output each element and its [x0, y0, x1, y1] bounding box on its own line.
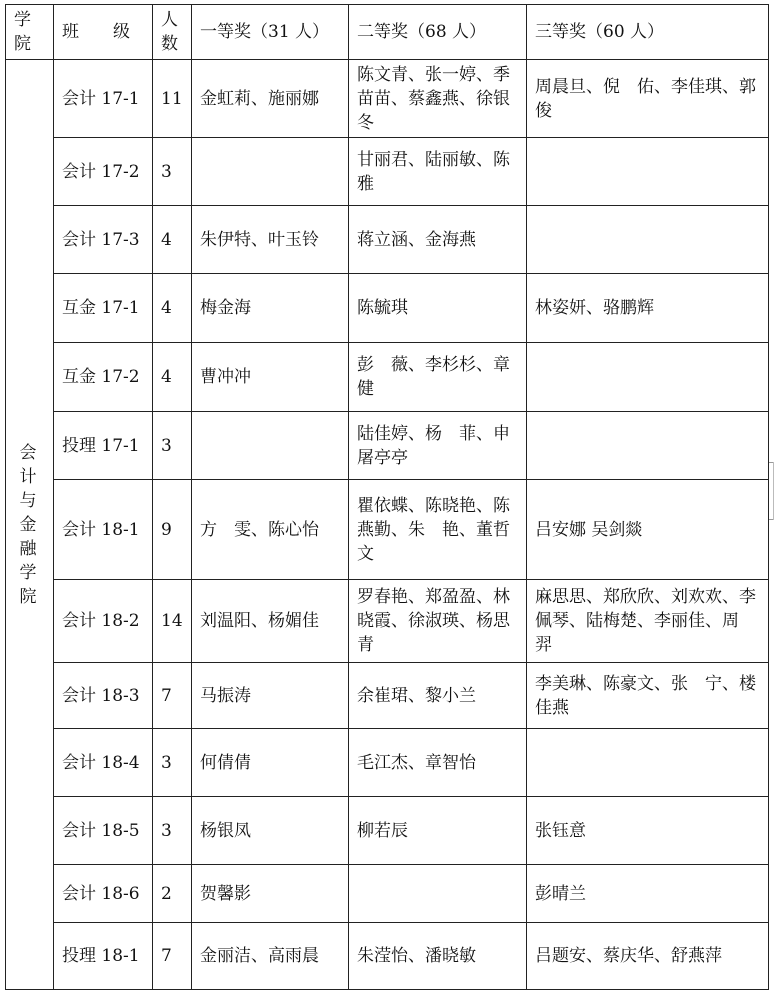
class-cell: 互金 17-2: [54, 343, 153, 412]
first-prize-cell: 方 雯、陈心怡: [192, 480, 349, 580]
third-prize-cell: 周晨旦、倪 佑、李佳琪、郭 俊: [527, 60, 769, 138]
third-prize-cell: 吕安娜 吴剑燚: [527, 480, 769, 580]
third-prize-cell: 麻思思、郑欣欣、刘欢欢、李佩琴、陆梅楚、李丽佳、周 羿: [527, 580, 769, 663]
header-row: [6, 5, 769, 60]
second-prize-cell: 蒋立涵、金海燕: [349, 206, 527, 274]
count-cell: 3: [153, 797, 192, 865]
count-cell: 4: [153, 343, 192, 412]
table-row: [6, 274, 769, 343]
header-first-prize: 一等奖（31 人）: [192, 5, 349, 60]
third-prize-cell: [527, 412, 769, 480]
third-prize-cell: 吕题安、蔡庆华、舒燕萍: [527, 923, 769, 990]
college-name: 会计与金融学院: [19, 442, 37, 607]
class-cell: 会计 17-1: [54, 60, 153, 138]
table-row: [6, 663, 769, 729]
table-row: [6, 729, 769, 797]
college-cell: [6, 60, 54, 990]
table-row: [6, 480, 769, 580]
second-prize-cell: 陈毓琪: [349, 274, 527, 343]
count-cell: 3: [153, 412, 192, 480]
table-row: [6, 60, 769, 138]
third-prize-cell: 张钰意: [527, 797, 769, 865]
count-cell: 14: [153, 580, 192, 663]
second-prize-cell: 陆佳婷、杨 菲、申屠亭亭: [349, 412, 527, 480]
class-cell: 会计 17-2: [54, 138, 153, 206]
header-second-prize: 二等奖（68 人）: [349, 5, 527, 60]
class-cell: 投理 18-1: [54, 923, 153, 990]
count-cell: 7: [153, 663, 192, 729]
first-prize-cell: 金虹莉、施丽娜: [192, 60, 349, 138]
header-college: 学院: [6, 5, 54, 60]
count-cell: 4: [153, 274, 192, 343]
second-prize-cell: 彭 薇、李杉杉、章 健: [349, 343, 527, 412]
header-count: 人数: [153, 5, 192, 60]
count-cell: 3: [153, 138, 192, 206]
count-cell: 4: [153, 206, 192, 274]
table-row: [6, 923, 769, 990]
second-prize-cell: 瞿依蝶、陈晓艳、陈燕勤、朱 艳、董哲文: [349, 480, 527, 580]
class-cell: 会计 18-6: [54, 865, 153, 923]
second-prize-cell: 陈文青、张一婷、季苗苗、蔡鑫燕、徐银冬: [349, 60, 527, 138]
header-class: 班 级: [54, 5, 153, 60]
class-cell: 投理 17-1: [54, 412, 153, 480]
second-prize-cell: 毛江杰、章智怡: [349, 729, 527, 797]
count-cell: 11: [153, 60, 192, 138]
count-cell: 3: [153, 729, 192, 797]
table-row: [6, 206, 769, 274]
second-prize-cell: 朱滢怡、潘晓敏: [349, 923, 527, 990]
first-prize-cell: 贺馨影: [192, 865, 349, 923]
count-cell: 2: [153, 865, 192, 923]
first-prize-cell: 杨银凤: [192, 797, 349, 865]
third-prize-cell: 李美琳、陈豪文、张 宁、楼佳燕: [527, 663, 769, 729]
first-prize-cell: 刘温阳、杨媚佳: [192, 580, 349, 663]
table-row: [6, 138, 769, 206]
awards-table: [5, 4, 773, 990]
first-prize-cell: 曹冲冲: [192, 343, 349, 412]
second-prize-cell: [349, 865, 527, 923]
count-cell: 7: [153, 923, 192, 990]
third-prize-cell: 林姿妍、骆鹏辉: [527, 274, 769, 343]
second-prize-cell: 余崔珺、黎小兰: [349, 663, 527, 729]
second-prize-cell: 柳若辰: [349, 797, 527, 865]
class-cell: 会计 18-1: [54, 480, 153, 580]
table-row: [6, 865, 769, 923]
class-cell: 会计 18-2: [54, 580, 153, 663]
table-row: [6, 580, 769, 663]
third-prize-cell: [527, 343, 769, 412]
second-prize-cell: 甘丽君、陆丽敏、陈 雅: [349, 138, 527, 206]
table-row: [6, 412, 769, 480]
class-cell: 会计 17-3: [54, 206, 153, 274]
third-prize-cell: 彭晴兰: [527, 865, 769, 923]
third-prize-cell: [527, 138, 769, 206]
third-prize-cell: [527, 729, 769, 797]
first-prize-cell: 何倩倩: [192, 729, 349, 797]
header-third-prize: 三等奖（60 人）: [527, 5, 769, 60]
first-prize-cell: 马振涛: [192, 663, 349, 729]
table-row: [6, 797, 769, 865]
first-prize-cell: [192, 412, 349, 480]
count-cell: 9: [153, 480, 192, 580]
third-prize-cell: [527, 206, 769, 274]
first-prize-cell: 朱伊特、叶玉铃: [192, 206, 349, 274]
class-cell: 会计 18-4: [54, 729, 153, 797]
first-prize-cell: 梅金海: [192, 274, 349, 343]
second-prize-cell: 罗春艳、郑盈盈、林晓霞、徐淑瑛、杨思青: [349, 580, 527, 663]
page-edge-line: [773, 462, 774, 520]
table-row: [6, 343, 769, 412]
first-prize-cell: [192, 138, 349, 206]
first-prize-cell: 金丽洁、高雨晨: [192, 923, 349, 990]
class-cell: 会计 18-5: [54, 797, 153, 865]
class-cell: 互金 17-1: [54, 274, 153, 343]
class-cell: 会计 18-3: [54, 663, 153, 729]
